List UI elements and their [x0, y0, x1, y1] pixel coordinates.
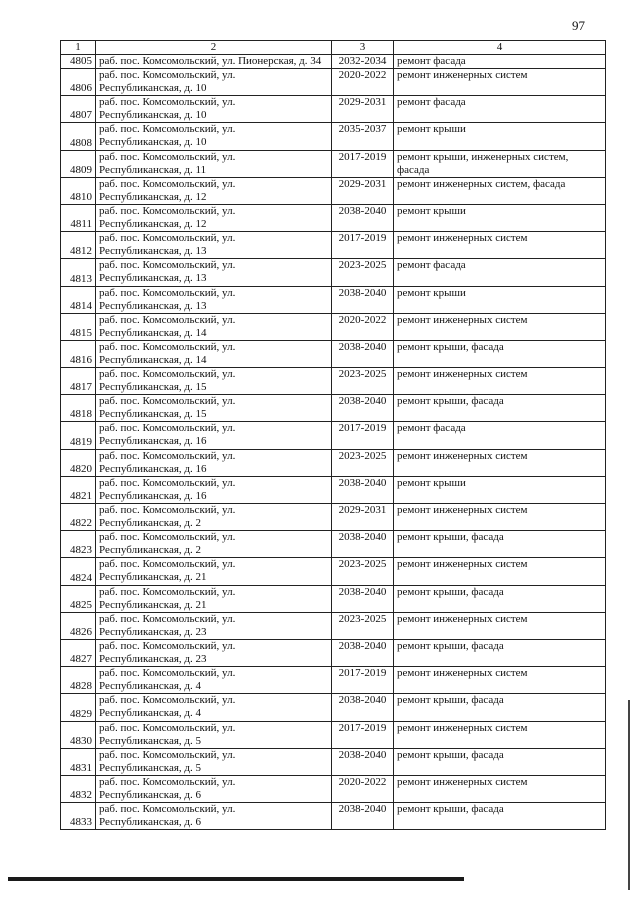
table-row — [61, 69, 606, 96]
address-line: раб. пос. Комсомольский, ул. — [99, 123, 236, 136]
address-cell — [96, 313, 332, 340]
address-line: Республиканская, д. 23 — [99, 652, 207, 665]
row-number: 4814 — [61, 286, 96, 313]
address-line: Республиканская, д. 14 — [99, 353, 207, 366]
repair-type: ремонт крыши — [394, 204, 606, 231]
address-line: Республиканская, д. 2 — [99, 544, 201, 557]
table-row — [61, 313, 606, 340]
table-row — [61, 748, 606, 775]
address-line: раб. пос. Комсомольский, ул. — [99, 531, 236, 544]
repair-type: ремонт инженерных систем — [394, 313, 606, 340]
repair-type: ремонт инженерных систем — [394, 504, 606, 531]
repair-period: 2038-2040 — [332, 748, 394, 775]
address-line: Республиканская, д. 15 — [99, 381, 207, 394]
repair-period: 2023-2025 — [332, 612, 394, 639]
repair-type: ремонт крыши — [394, 476, 606, 503]
row-number: 4831 — [61, 748, 96, 775]
address-line: Республиканская, д. 2 — [99, 517, 201, 529]
address-line: Республиканская, д. 6 — [99, 788, 201, 801]
address-line: раб. пос. Комсомольский, ул. — [99, 395, 236, 408]
repair-type: ремонт крыши, фасада — [394, 694, 606, 721]
repair-period: 2029-2031 — [332, 504, 394, 531]
address-cell — [96, 177, 332, 204]
address-line: Республиканская, д. 16 — [99, 435, 207, 448]
repair-type: ремонт инженерных систем — [394, 69, 606, 96]
row-number: 4822 — [61, 504, 96, 531]
address-line: Республиканская, д. 14 — [99, 326, 207, 339]
repair-type: ремонт инженерных систем — [394, 667, 606, 694]
address-cell — [96, 232, 332, 259]
address-line: Республиканская, д. 4 — [99, 680, 201, 693]
table-row — [61, 395, 606, 422]
address-cell — [96, 422, 332, 449]
repair-type: ремонт инженерных систем — [394, 721, 606, 748]
repair-period: 2038-2040 — [332, 585, 394, 612]
address-line: раб. пос. Комсомольский, ул. — [99, 748, 236, 761]
row-number: 4808 — [61, 123, 96, 150]
table-row — [61, 449, 606, 476]
repair-period: 2038-2040 — [332, 286, 394, 313]
address-line: Республиканская, д. 13 — [99, 272, 207, 285]
address-line: Республиканская, д. 21 — [99, 571, 207, 584]
scan-margin-bar — [8, 877, 464, 881]
address-cell — [96, 585, 332, 612]
address-line: раб. пос. Комсомольский, ул. — [99, 368, 236, 381]
repair-period: 2017-2019 — [332, 232, 394, 259]
row-number: 4805 — [61, 55, 96, 69]
address-line: Республиканская, д. 13 — [99, 245, 207, 258]
row-number: 4832 — [61, 775, 96, 802]
address-cell — [96, 694, 332, 721]
table-row — [61, 150, 606, 177]
row-number: 4825 — [61, 585, 96, 612]
address-cell — [96, 395, 332, 422]
repair-type: ремонт инженерных систем — [394, 232, 606, 259]
repair-period: 2038-2040 — [332, 531, 394, 558]
row-number: 4819 — [61, 422, 96, 449]
repair-type: ремонт крыши — [394, 286, 606, 313]
repair-period: 2023-2025 — [332, 558, 394, 585]
table-row — [61, 368, 606, 395]
table-header — [61, 41, 606, 55]
row-number: 4816 — [61, 340, 96, 367]
address-line: Республиканская, д. 16 — [99, 489, 207, 502]
address-line: Республиканская, д. 21 — [99, 598, 207, 611]
repair-period: 2038-2040 — [332, 340, 394, 367]
repair-period: 2038-2040 — [332, 639, 394, 666]
table-row — [61, 585, 606, 612]
repair-type: ремонт фасада — [394, 422, 606, 449]
address-line: Республиканская, д. 10 — [99, 82, 207, 94]
column-header: 2 — [96, 41, 332, 55]
address-line: раб. пос. Комсомольский, ул. — [99, 204, 236, 217]
repair-period: 2023-2025 — [332, 259, 394, 286]
repair-type: ремонт крыши, фасада — [394, 531, 606, 558]
address-cell — [96, 667, 332, 694]
repair-type: ремонт крыши, фасада — [394, 395, 606, 422]
repair-type: ремонт инженерных систем — [394, 775, 606, 802]
row-number: 4829 — [61, 694, 96, 721]
repair-period: 2017-2019 — [332, 721, 394, 748]
address-cell — [96, 558, 332, 585]
repair-type: ремонт крыши, фасада — [394, 748, 606, 775]
address-cell — [96, 476, 332, 503]
column-header: 3 — [332, 41, 394, 55]
address-cell — [96, 504, 332, 531]
table-row — [61, 340, 606, 367]
address-cell — [96, 55, 332, 69]
address-cell — [96, 96, 332, 123]
address-line: раб. пос. Комсомольский, ул. Пионерская, д. 34 — [99, 55, 322, 67]
row-number: 4821 — [61, 476, 96, 503]
page-number: 97 — [572, 18, 585, 33]
row-number: 4806 — [61, 69, 96, 96]
row-number: 4812 — [61, 232, 96, 259]
address-cell — [96, 531, 332, 558]
address-line: раб. пос. Комсомольский, ул. — [99, 694, 236, 707]
repair-period: 2029-2031 — [332, 96, 394, 123]
table-body — [61, 55, 606, 830]
repair-period: 2032-2034 — [332, 55, 394, 69]
repair-type: ремонт инженерных систем — [394, 449, 606, 476]
row-number: 4823 — [61, 531, 96, 558]
address-line: раб. пос. Комсомольский, ул. — [99, 476, 236, 489]
table-row — [61, 259, 606, 286]
repair-type: ремонт фасада — [394, 96, 606, 123]
repair-type: ремонт инженерных систем — [394, 368, 606, 395]
address-line: раб. пос. Комсомольский, ул. — [99, 585, 236, 598]
table-row — [61, 639, 606, 666]
repair-type: ремонт крыши, фасада — [394, 340, 606, 367]
address-cell — [96, 259, 332, 286]
row-number: 4824 — [61, 558, 96, 585]
table-row — [61, 558, 606, 585]
address-cell — [96, 639, 332, 666]
row-number: 4817 — [61, 368, 96, 395]
address-line: Республиканская, д. 15 — [99, 408, 207, 421]
table-row — [61, 667, 606, 694]
repair-period: 2038-2040 — [332, 694, 394, 721]
table-row — [61, 531, 606, 558]
table-row — [61, 721, 606, 748]
address-line: раб. пос. Комсомольский, ул. — [99, 803, 236, 816]
table-row — [61, 694, 606, 721]
row-number: 4820 — [61, 449, 96, 476]
row-number: 4810 — [61, 177, 96, 204]
address-cell — [96, 150, 332, 177]
row-number: 4815 — [61, 313, 96, 340]
address-line: раб. пос. Комсомольский, ул. — [99, 177, 236, 190]
scan-edge-line — [628, 700, 630, 890]
address-line: Республиканская, д. 16 — [99, 462, 207, 475]
repair-period: 2035-2037 — [332, 123, 394, 150]
address-cell — [96, 368, 332, 395]
table-row — [61, 422, 606, 449]
row-number: 4828 — [61, 667, 96, 694]
address-cell — [96, 803, 332, 830]
address-line: раб. пос. Комсомольский, ул. — [99, 69, 236, 81]
address-line: Республиканская, д. 23 — [99, 625, 207, 638]
repair-period: 2023-2025 — [332, 368, 394, 395]
housing-repair-table — [60, 40, 606, 830]
address-line: раб. пос. Комсомольский, ул. — [99, 667, 236, 680]
repair-type: ремонт фасада — [394, 259, 606, 286]
address-line: раб. пос. Комсомольский, ул. — [99, 286, 236, 299]
address-line: Республиканская, д. 10 — [99, 136, 207, 149]
table-row — [61, 96, 606, 123]
repair-period: 2023-2025 — [332, 449, 394, 476]
address-line: раб. пос. Комсомольский, ул. — [99, 150, 236, 163]
repair-type: ремонт крыши, фасада — [394, 585, 606, 612]
address-line: Республиканская, д. 12 — [99, 217, 207, 230]
repair-period: 2020-2022 — [332, 775, 394, 802]
repair-period: 2029-2031 — [332, 177, 394, 204]
table-row — [61, 775, 606, 802]
address-line: раб. пос. Комсомольский, ул. — [99, 558, 236, 571]
address-cell — [96, 69, 332, 96]
repair-period: 2020-2022 — [332, 313, 394, 340]
address-cell — [96, 340, 332, 367]
table-row — [61, 286, 606, 313]
repair-period: 2020-2022 — [332, 69, 394, 96]
row-number: 4830 — [61, 721, 96, 748]
address-cell — [96, 286, 332, 313]
repair-type: ремонт инженерных систем — [394, 558, 606, 585]
address-line: Республиканская, д. 5 — [99, 734, 201, 747]
address-line: Республиканская, д. 4 — [99, 707, 201, 720]
address-line: Республиканская, д. 12 — [99, 190, 207, 203]
repair-type: ремонт инженерных систем, фасада — [394, 177, 606, 204]
row-number: 4827 — [61, 639, 96, 666]
repair-type: ремонт крыши — [394, 123, 606, 150]
table-row — [61, 612, 606, 639]
repair-type: ремонт крыши, фасада — [394, 639, 606, 666]
address-line: раб. пос. Комсомольский, ул. — [99, 775, 236, 788]
address-line: Республиканская, д. 10 — [99, 109, 207, 122]
repair-period: 2038-2040 — [332, 204, 394, 231]
repair-type: ремонт крыши, инженерных систем, фасада — [394, 150, 606, 177]
table-row — [61, 232, 606, 259]
address-cell — [96, 449, 332, 476]
address-line: раб. пос. Комсомольский, ул. — [99, 612, 236, 625]
table-row — [61, 504, 606, 531]
address-line: Республиканская, д. 11 — [99, 163, 207, 176]
row-number: 4807 — [61, 96, 96, 123]
table-row — [61, 123, 606, 150]
repair-period: 2038-2040 — [332, 476, 394, 503]
repair-type: ремонт крыши, фасада — [394, 803, 606, 830]
repair-type: ремонт инженерных систем — [394, 612, 606, 639]
row-number: 4811 — [61, 204, 96, 231]
address-cell — [96, 775, 332, 802]
table-row — [61, 177, 606, 204]
address-line: раб. пос. Комсомольский, ул. — [99, 259, 236, 272]
address-line: раб. пос. Комсомольский, ул. — [99, 721, 236, 734]
repair-period: 2038-2040 — [332, 395, 394, 422]
address-line: раб. пос. Комсомольский, ул. — [99, 422, 236, 435]
address-line: раб. пос. Комсомольский, ул. — [99, 232, 236, 245]
address-cell — [96, 748, 332, 775]
repair-period: 2017-2019 — [332, 150, 394, 177]
address-cell — [96, 612, 332, 639]
address-cell — [96, 721, 332, 748]
table-row — [61, 476, 606, 503]
address-line: раб. пос. Комсомольский, ул. — [99, 639, 236, 652]
row-number: 4833 — [61, 803, 96, 830]
address-line: раб. пос. Комсомольский, ул. — [99, 504, 236, 516]
row-number: 4818 — [61, 395, 96, 422]
address-line: раб. пос. Комсомольский, ул. — [99, 340, 236, 353]
column-header: 4 — [394, 41, 606, 55]
address-line: Республиканская, д. 5 — [99, 761, 201, 774]
address-cell — [96, 204, 332, 231]
repair-type: ремонт фасада — [394, 55, 606, 69]
row-number: 4813 — [61, 259, 96, 286]
address-line: раб. пос. Комсомольский, ул. — [99, 449, 236, 462]
address-line: раб. пос. Комсомольский, ул. — [99, 313, 236, 326]
address-cell — [96, 123, 332, 150]
repair-period: 2017-2019 — [332, 667, 394, 694]
address-line: раб. пос. Комсомольский, ул. — [99, 96, 236, 109]
table-row — [61, 204, 606, 231]
row-number: 4809 — [61, 150, 96, 177]
address-line: Республиканская, д. 13 — [99, 299, 207, 312]
table-row — [61, 803, 606, 830]
column-header: 1 — [61, 41, 96, 55]
repair-period: 2017-2019 — [332, 422, 394, 449]
row-number: 4826 — [61, 612, 96, 639]
table-row — [61, 55, 606, 69]
address-line: Республиканская, д. 6 — [99, 816, 201, 829]
repair-period: 2038-2040 — [332, 803, 394, 830]
